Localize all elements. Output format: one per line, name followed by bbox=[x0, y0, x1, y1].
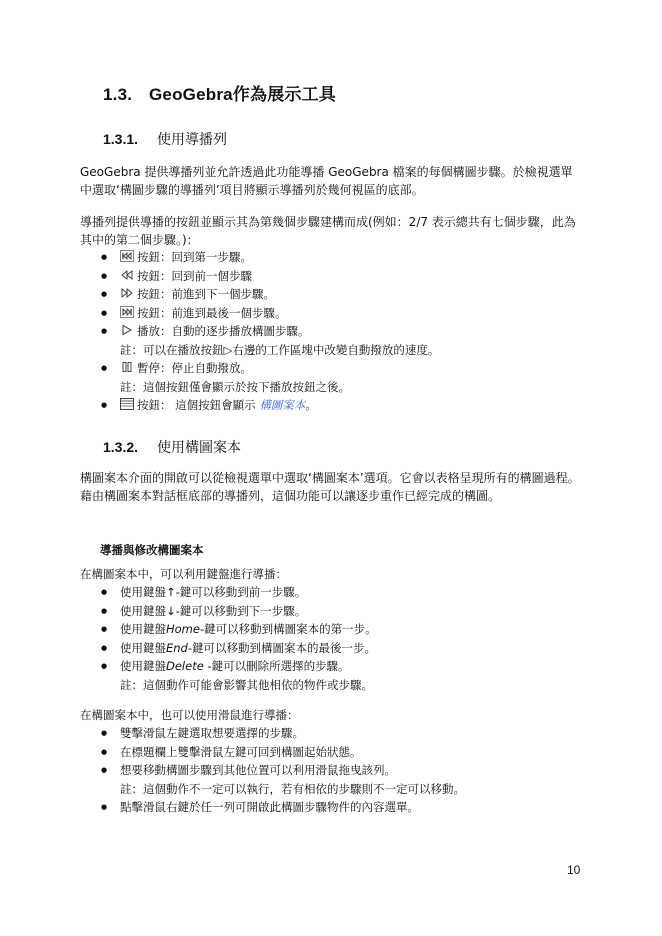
list-item: ● 按鈕： 這個按鈕會顯示 構圖案本。 bbox=[80, 396, 580, 415]
key-name: Home bbox=[166, 622, 200, 636]
list-item: ● 使用鍵盤End-鍵可以移動到構圖案本的最後一步。 bbox=[80, 639, 580, 658]
section-heading bbox=[103, 80, 336, 105]
subsection-title-1: 使用導播列 bbox=[157, 132, 227, 148]
navbar-intro-paragraph: GeoGebra 提供導播列並允許透過此功能導播 GeoGebra 檔案的每個構圖步驟。於檢視選單中選取‘構圖步驟的導播列’項目將顯示導播列於幾何視區的底部。 bbox=[80, 165, 573, 197]
pause-icon bbox=[120, 361, 134, 373]
key-name: End bbox=[166, 640, 188, 655]
subsection-number-1: 1.3.1. bbox=[103, 131, 139, 147]
mouse-nav-list bbox=[80, 724, 580, 817]
list-item: ● 按鈕：前進到最後一個步驟。 bbox=[80, 304, 580, 323]
mouse-intro: 在構圖案本中，也可以使用滑鼠進行導播： bbox=[80, 708, 299, 722]
list-item: ● 在標題欄上雙擊滑鼠左鍵可回到構圖起始狀態。 bbox=[80, 743, 580, 762]
list-item: ● 雙擊滑鼠左鍵選取想要選擇的步驟。 bbox=[80, 724, 580, 743]
protocol-nav-heading: 導播與修改構圖案本 bbox=[100, 543, 204, 557]
last-step-icon bbox=[120, 306, 134, 318]
section-number: 1.3. bbox=[103, 85, 133, 104]
subsection-title-2: 使用構圖案本 bbox=[157, 440, 241, 456]
play-note: 註：可以在播放按鈕▷右邊的工作區塊中改變自動撥放的速度。 bbox=[120, 342, 440, 357]
navbar-description-paragraph: 導播列提供導播的按鈕並顯示其為第幾個步驟建構而成(例如：2/7 表示總共有七個步驟，此為其中的第二個步驟。)： bbox=[80, 215, 576, 247]
list-item: ● 暫停：停止自動撥放。 註：這個按鈕僅會顯示於按下播放按鈕之後。 bbox=[80, 359, 580, 396]
list-item: ● 按鈕：前進到下一個步驟。 bbox=[80, 285, 580, 304]
list-item: ● 播放：自動的逐步播放構圖步驟。 註：可以在播放按鈕▷右邊的工作區塊中改變自動撥放的速度。 bbox=[80, 322, 580, 359]
pause-note: 註：這個按鈕僅會顯示於按下播放按鈕之後。 bbox=[120, 379, 350, 394]
key-name: Delete bbox=[166, 659, 204, 673]
subsection-heading-2 bbox=[103, 437, 241, 457]
navbar-button-list bbox=[80, 248, 580, 415]
play-icon bbox=[120, 324, 134, 336]
page-number: 10 bbox=[567, 863, 581, 877]
keyboard-nav-list bbox=[80, 583, 580, 694]
keyboard-intro: 在構圖案本中，可以利用鍵盤進行導播： bbox=[80, 567, 287, 581]
table-icon bbox=[120, 398, 134, 410]
next-step-icon bbox=[120, 287, 134, 299]
list-item: ● 按鈕：回到前一個步驟 bbox=[80, 267, 580, 286]
subsection-heading-1 bbox=[103, 129, 227, 149]
construction-protocol-link[interactable]: 構圖案本 bbox=[259, 398, 306, 412]
list-item: ● 想要移動構圖步驟到其他位置可以利用滑鼠拖曳該列。 註：這個動作不一定可以執行，若有相依的步驟則不一定可以移動。 bbox=[80, 761, 580, 798]
list-item: ● 使用鍵盤Home-鍵可以移動到構圖案本的第一步。 bbox=[80, 620, 580, 639]
protocol-intro-paragraph: 構圖案本介面的開啟可以從檢視選單中選取‘構圖案本’選項。它會以表格呈現所有的構圖過程。藉由構圖案本對話框底部的導播列，這個功能可以讓逐步重作已經完成的構圖。 bbox=[80, 471, 580, 503]
previous-step-icon bbox=[120, 269, 134, 281]
delete-note: 註：這個動作可能會影響其他相依的物件或步驟。 bbox=[120, 677, 373, 692]
list-item: ● 按鈕：回到第一步驟。 bbox=[80, 248, 580, 267]
drag-note: 註：這個動作不一定可以執行，若有相依的步驟則不一定可以移動。 bbox=[120, 781, 465, 796]
section-title: GeoGebra作為展示工具 bbox=[149, 85, 336, 104]
first-step-icon bbox=[120, 250, 134, 262]
list-item: ● 點擊滑鼠右鍵於任一列可開啟此構圖步驟物件的內容選單。 bbox=[80, 798, 580, 817]
subsection-number-2: 1.3.2. bbox=[103, 439, 139, 455]
list-item: ● 使用鍵盤Delete -鍵可以刪除所選擇的步驟。 註：這個動作可能會影響其他相依的物件或步驟。 bbox=[80, 657, 580, 694]
list-item: ● 使用鍵盤↓-鍵可以移動到下一步驟。 bbox=[80, 602, 580, 621]
list-item: ● 使用鍵盤↑-鍵可以移動到前一步驟。 bbox=[80, 583, 580, 602]
